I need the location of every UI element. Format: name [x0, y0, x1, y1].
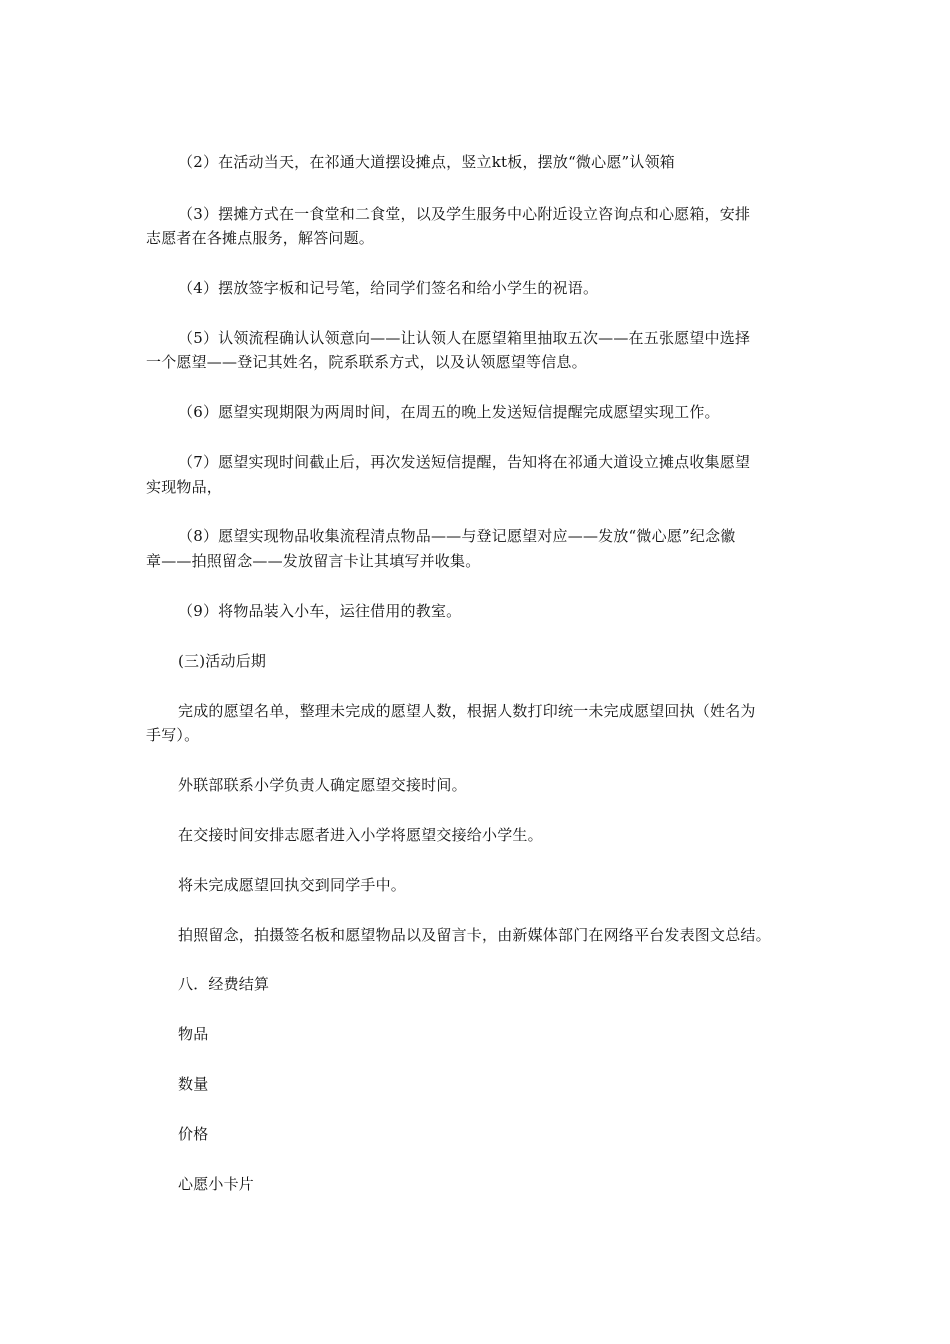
paragraph-5-line-1: （5）认领流程确认认领意向——让认领人在愿望箱里抽取五次——在五张愿望中选择: [178, 329, 751, 347]
paragraph-6-line-1: （6）愿望实现期限为两周时间，在周五的晚上发送短信提醒完成愿望实现工作。: [178, 403, 720, 421]
paragraph-9-line-1: （9）将物品装入小车，运往借用的教室。: [178, 602, 462, 620]
budget-quantity-label: 数量: [178, 1075, 209, 1093]
paragraph-3-line-2: 志愿者在各摊点服务，解答问题。: [146, 229, 375, 247]
paragraph-wishlist-line-1: 完成的愿望名单，整理未完成的愿望人数，根据人数打印统一未完成愿望回执（姓名为: [178, 702, 756, 720]
paragraph-receipt: 将未完成愿望回执交到同学手中。: [178, 876, 407, 894]
section-heading-phase-3: (三)活动后期: [178, 652, 267, 670]
paragraph-8-line-2: 章——拍照留念——发放留言卡让其填写并收集。: [146, 552, 481, 570]
budget-wish-card-label: 心愿小卡片: [178, 1175, 255, 1193]
paragraph-7-line-2: 实现物品，: [146, 478, 223, 496]
paragraph-2-line-1: （2）在活动当天，在祁通大道摆设摊点，竖立kt板，摆放“微心愿”认领箱: [178, 153, 676, 171]
paragraph-photo-summary: 拍照留念，拍摄签名板和愿望物品以及留言卡，由新媒体部门在网络平台发表图文总结。: [178, 926, 771, 944]
paragraph-8-line-1: （8）愿望实现物品收集流程清点物品——与登记愿望对应——发放“微心愿”纪念徽: [178, 527, 736, 545]
paragraph-wishlist-line-2: 手写）。: [146, 726, 200, 744]
paragraph-7-line-1: （7）愿望实现时间截止后，再次发送短信提醒，告知将在祁通大道设立摊点收集愿望: [178, 453, 751, 471]
paragraph-liaison: 外联部联系小学负责人确定愿望交接时间。: [178, 776, 467, 794]
budget-price-label: 价格: [178, 1125, 209, 1143]
section-heading-budget: 八．经费结算: [178, 975, 270, 993]
paragraph-4-line-1: （4）摆放签字板和记号笔，给同学们签名和给小学生的祝语。: [178, 279, 599, 297]
paragraph-5-line-2: 一个愿望——登记其姓名，院系联系方式，以及认领愿望等信息。: [146, 353, 587, 371]
budget-item-label: 物品: [178, 1025, 209, 1043]
paragraph-handover: 在交接时间安排志愿者进入小学将愿望交接给小学生。: [178, 826, 543, 844]
paragraph-3-line-1: （3）摆摊方式在一食堂和二食堂，以及学生服务中心附近设立咨询点和心愿箱，安排: [178, 205, 751, 223]
